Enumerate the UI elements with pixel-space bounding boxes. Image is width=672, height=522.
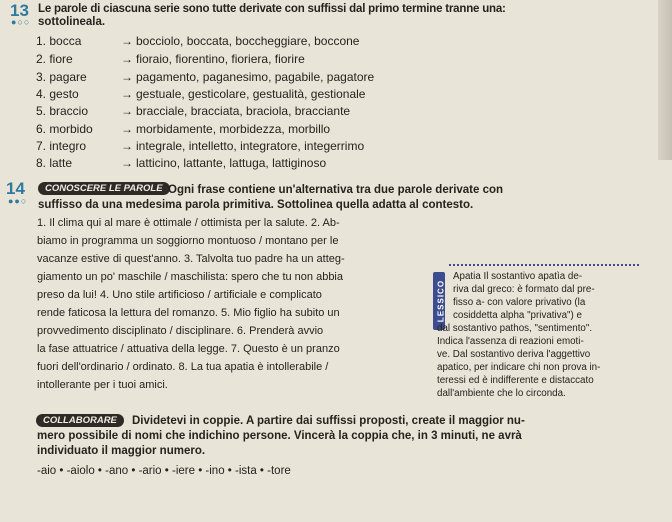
list-item-derived: integrale, intelletto, integratore, integerrimo (136, 139, 365, 153)
list-item-word: 6. morbido (36, 122, 93, 136)
lessico-line: apatico, per indicare chi non prova in- (437, 362, 601, 373)
collaborare-instruction-cont: mero possibile di nomi che indichino persone. Vincerà la coppia che, in 3 minuti, ne avrà (37, 430, 522, 442)
exercise-14-instruction-cont: suffisso da una medesima parola primitiva. Sottolinea quella adatta al contesto. (38, 199, 474, 211)
lessico-tab-label: LESSICO (436, 279, 446, 323)
lessico-line: cosiddetta alpha "privativa") e (453, 310, 582, 321)
exercise-14-instruction: Ogni frase contiene un'alternativa tra due parole derivate con (168, 184, 504, 196)
text-line: intollerante per i tuoi amici. (37, 379, 168, 391)
list-item-word: 5. braccio (36, 104, 89, 118)
exercise-13-number: 13 (10, 1, 29, 20)
lessico-line: Apatia Il sostantivo apatìa de- (453, 271, 583, 282)
collaborare-badge: COLLABORARE (36, 414, 124, 427)
text-line: preso da lui! 4. Uno stile artificioso / artificiale e complicato (37, 289, 322, 301)
arrow-icon: → (121, 87, 133, 101)
text-line: rende faticosa la lettura del romanzo. 5. Mio figlio ha subito un (37, 307, 340, 319)
list-item-word: 1. bocca (36, 34, 82, 48)
lessico-line: Indica l'assenza di reazioni emoti- (437, 336, 584, 347)
exercise-14-number: 14 (6, 179, 25, 198)
text-line: provvedimento disciplinato / disciplinare. 6. Prenderà avvio (37, 325, 324, 337)
text-line: biamo in programma un soggiorno montuoso / montano per le (37, 235, 339, 247)
arrow-icon: → (121, 34, 133, 48)
exercise-13-instruction-cont: sottolineala. (38, 16, 106, 28)
lessico-line: fisso a- con valore privativo (la (453, 297, 586, 308)
text-line: la fase attuatrice / attuativa della legge. 7. Questo è un pranzo (37, 343, 340, 355)
arrow-icon: → (121, 52, 133, 66)
list-item-derived: bocciolo, boccata, boccheggiare, boccone (136, 34, 360, 48)
text-line: giamento un po' maschile / maschilista: spero che tu non abbia (37, 271, 343, 283)
list-item-word: 4. gesto (36, 87, 79, 101)
list-item-word: 8. latte (36, 156, 73, 170)
list-item-derived: pagamento, paganesimo, pagabile, pagatore (136, 70, 375, 84)
list-item-word: 3. pagare (36, 70, 87, 84)
arrow-icon: → (121, 122, 133, 136)
list-item-derived: morbidamente, morbidezza, morbillo (136, 122, 331, 136)
lessico-line: teressi ed è indifferente e distaccato (437, 375, 594, 386)
list-item-derived: fioraio, fiorentino, fioriera, fiorire (136, 52, 305, 66)
arrow-icon: → (121, 139, 133, 153)
text-line: vacanze estive di quest'anno. 3. Talvolta tuo padre ha un atteg- (37, 253, 345, 265)
suffix-list: -aio • -aiolo • -ano • -ario • -iere • -ino • -ista • -tore (37, 465, 291, 477)
difficulty-dots: ●○○ (11, 17, 31, 27)
lessico-line: dal sostantivo pathos, "sentimento". (437, 323, 593, 334)
arrow-icon: → (121, 156, 133, 170)
collaborare-instruction: Dividetevi in coppie. A partire dai suffissi proposti, create il maggior nu- (132, 415, 525, 427)
exercise-13-instruction: Le parole di ciascuna serie sono tutte derivate con suffissi dal primo termine tranne una: (38, 3, 506, 15)
list-item-word: 7. integro (36, 139, 87, 153)
collaborare-instruction-end: individuato il maggior numero. (37, 445, 206, 457)
arrow-icon: → (121, 70, 133, 84)
lessico-line: dall'ambiente che lo circonda. (437, 388, 566, 399)
list-item-derived: latticino, lattante, lattuga, lattiginoso (136, 156, 327, 170)
list-item-derived: bracciale, bracciata, braciola, bracciante (136, 104, 351, 118)
difficulty-dots: ●●○ (8, 196, 28, 206)
arrow-icon: → (121, 104, 133, 118)
lessico-line: riva dal greco: è formato dal pre- (453, 284, 595, 295)
list-item-word: 2. fiore (36, 52, 73, 66)
text-line: fuori dell'ordinario / ordinato. 8. La tua apatia è intollerabile / (37, 361, 329, 373)
page-edge (658, 0, 672, 160)
text-line: 1. Il clima qui al mare è ottimale / ottimista per la salute. 2. Ab- (37, 217, 340, 229)
conoscere-badge: CONOSCERE LE PAROLE (38, 182, 170, 195)
list-item-derived: gestuale, gesticolare, gestualità, gestionale (136, 87, 366, 101)
lessico-line: ve. Dal sostantivo deriva l'aggettivo (437, 349, 591, 360)
lessico-box-border (449, 264, 639, 268)
